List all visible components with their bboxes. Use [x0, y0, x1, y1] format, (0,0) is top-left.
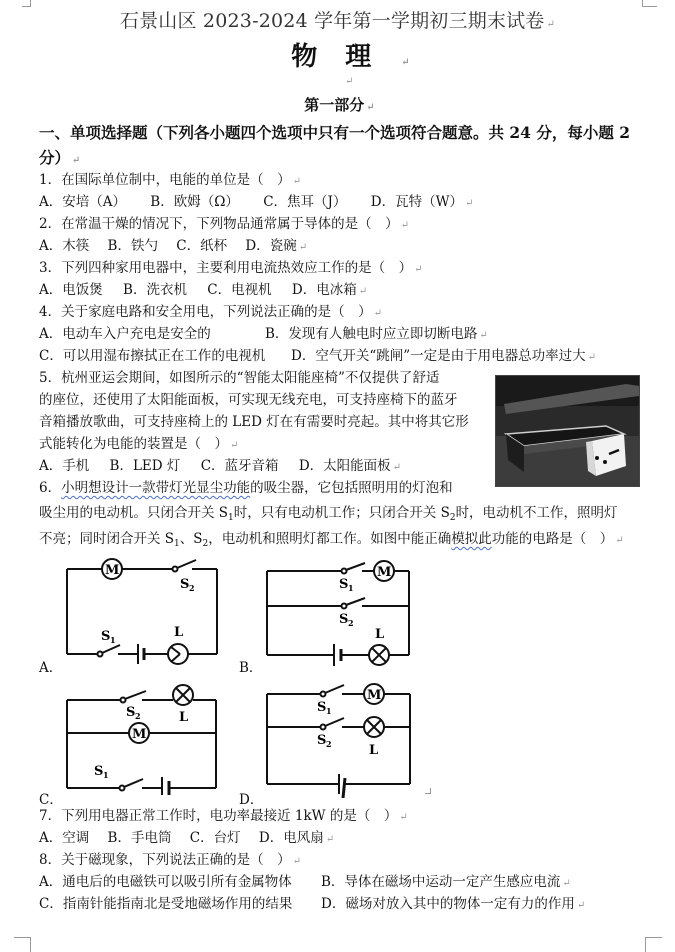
cell-end-mark	[425, 788, 431, 794]
option-d: D．瓦特（W）	[370, 194, 463, 210]
question-1-stem: 1．在国际单位制中，电能的单位是（ ） ↵	[39, 172, 301, 188]
question-2-stem: 2．在常温干燥的情况下，下列物品通常属于导体的是（ ） ↵	[39, 216, 409, 232]
option-b: B．铁勺	[107, 238, 158, 254]
question-8-options-ab: A．通电后的电磁铁可以吸引所有金属物体 B．导体在磁场中运动一定产生感应电流 ↵	[39, 871, 571, 895]
svg-text:L: L	[174, 625, 184, 640]
svg-text:1: 1	[103, 770, 109, 780]
circuit-c-label: C．	[39, 792, 63, 808]
option-a: A．木筷	[39, 238, 90, 254]
page-corner-mark	[645, 937, 662, 952]
question-3-options: A．电饭煲 B．洗衣机 C．电视机 D．电冰箱 ↵	[39, 282, 368, 298]
question-8-options-cd: C．指南针能指南北是受地磁场作用的结果 D．磁场对放入其中的物体一定有力的作用 ↵	[39, 893, 585, 917]
svg-text:S: S	[101, 629, 111, 644]
svg-text:S: S	[317, 733, 327, 748]
question-5-stem-line: 的座位，还使用了太阳能面板，可实现无线充电，可支持座椅下的蓝牙	[39, 392, 458, 408]
option-c: C．纸杯	[176, 238, 228, 254]
circuit-diagram-b	[262, 558, 422, 670]
svg-text:M: M	[132, 727, 147, 742]
option-c: C．电视机	[207, 282, 272, 298]
svg-text:S: S	[126, 705, 136, 720]
question-5-stem-line: 式能转化为电能的装置是（ ） ↵	[39, 436, 239, 452]
question-6-stem-line3: 不亮；同时闭合开关 $S_1$、$S_2$，电动机和照明灯都工作。如图中能正确模拟此功能的电路是（ ） ↵	[39, 531, 624, 549]
option-c: C．焦耳（J）	[263, 194, 347, 210]
question-4-options-cd: C．可以用湿布擦拭正在工作的电视机 D．空气开关“跳闸”一定是由于用电器总功率过大 ↵	[39, 345, 596, 369]
option-a: A．空调	[39, 830, 90, 846]
svg-text:2: 2	[326, 739, 332, 749]
question-3-stem: 3．下列四种家用电器中，主要利用电流热效应工作的是（ ） ↵	[39, 260, 423, 276]
page-corner-mark	[14, 937, 31, 952]
svg-text:1: 1	[326, 706, 332, 716]
option-b: B．导体在磁场中运动一定产生感应电流	[321, 874, 561, 890]
option-d: D．电冰箱	[291, 282, 357, 298]
svg-text:M: M	[377, 565, 392, 580]
part-heading: 第一部分 ↵	[304, 96, 375, 114]
svg-text:L: L	[179, 710, 189, 725]
option-b: B．欧姆（Ω）	[150, 194, 239, 210]
option-b: B．洗衣机	[123, 282, 187, 298]
circuit-diagram-a	[60, 558, 230, 670]
question-6-stem-line2: 吸尘用的电动机。只闭合开关 $S_1$时，只有电动机工作；只闭合开关 $S_2$时，电动机不工作，照明灯	[39, 505, 618, 523]
question-6-stem-line1: 6．小明想设计一款带灯光显尘功能的吸尘器，它包括照明用的灯泡和	[39, 480, 453, 496]
circuit-diagram-d	[262, 680, 422, 798]
option-c: C．台灯	[189, 830, 241, 846]
solar-bench-image	[496, 376, 639, 486]
question-8-stem: 8．关于磁现象，下列说法正确的是（ ） ↵	[39, 852, 301, 868]
exam-title: 石景山区 2023-2024 学年第一学期初三期末试卷 ↵	[119, 10, 556, 32]
question-7-options: A．空调 B．手电筒 C．台灯 D．电风扇 ↵	[39, 830, 335, 846]
svg-text:S: S	[317, 700, 327, 715]
circuit-diagram-c	[62, 680, 227, 795]
option-b: B．发现有人触电时应立即切断电路	[265, 326, 478, 342]
question-5-options: A．手机 B．LED 灯 C．蓝牙音箱 D．太阳能面板 ↵	[39, 458, 402, 474]
option-c: C．蓝牙音箱	[200, 458, 279, 474]
option-a: A．电动车入户充电是安全的	[39, 326, 211, 342]
svg-text:2: 2	[189, 583, 195, 593]
option-d: D．磁场对放入其中的物体一定有力的作用	[321, 896, 575, 912]
svg-text:L: L	[369, 743, 379, 758]
svg-text:S: S	[339, 577, 349, 592]
option-d: D．空气开关“跳闸”一定是由于用电器总功率过大	[291, 348, 586, 364]
question-2-options: A．木筷 B．铁勺 C．纸杯 D．瓷碗 ↵	[39, 238, 308, 254]
svg-text:2: 2	[135, 711, 141, 721]
circuit-d-label: D．	[239, 792, 264, 808]
question-7-stem: 7．下列用电器正常工作时，电功率最接近 1kW 的是（ ） ↵	[39, 808, 408, 824]
paragraph-mark: ↵	[345, 76, 354, 87]
svg-text:1: 1	[348, 583, 354, 593]
svg-text:1: 1	[110, 635, 116, 645]
option-c: C．指南针能指南北是受地磁场作用的结果	[39, 896, 293, 912]
svg-text:S: S	[180, 577, 190, 592]
circuit-a-label: A．	[39, 660, 63, 676]
option-a: A．电饭煲	[39, 282, 103, 298]
subject-title: 物理 ↵	[291, 42, 410, 72]
section-heading: 一、单项选择题（下列各小题四个选项中只有一个选项符合题意。共 24 分，每小题 2	[39, 123, 631, 142]
svg-text:S: S	[339, 612, 349, 627]
svg-text:L: L	[375, 627, 385, 642]
svg-text:2: 2	[348, 618, 354, 628]
option-a: A．安培（A）	[39, 194, 126, 210]
option-b: B．LED 灯	[109, 458, 181, 474]
option-d: D．太阳能面板	[298, 458, 391, 474]
option-c: C．可以用湿布擦拭正在工作的电视机	[39, 348, 266, 364]
question-4-options-ab: A．电动车入户充电是安全的 B．发现有人触电时应立即切断电路 ↵	[39, 323, 488, 347]
section-heading-cont: 分） ↵	[39, 148, 81, 167]
option-d: D．电风扇	[258, 830, 324, 846]
question-5-stem-line: 音箱播放歌曲，可支持座椅上的 LED 灯在有需要时亮起。其中将其它形	[39, 414, 469, 430]
option-a: A．通电后的电磁铁可以吸引所有金属物体	[39, 874, 292, 890]
svg-text:M: M	[105, 563, 120, 578]
question-4-stem: 4．关于家庭电路和安全用电，下列说法正确的是（ ） ↵	[39, 304, 382, 320]
svg-text:M: M	[367, 688, 382, 703]
solar-bench-photo	[495, 375, 640, 487]
question-5-stem-line: 5．杭州亚运会期间，如图所示的“智能太阳能座椅”不仅提供了舒适	[39, 370, 440, 386]
option-d: D．瓷碗	[245, 238, 297, 254]
option-b: B．手电筒	[107, 830, 172, 846]
question-1-options: A．安培（A） B．欧姆（Ω） C．焦耳（J） D．瓦特（W） ↵	[39, 194, 474, 210]
option-a: A．手机	[39, 458, 90, 474]
circuit-b-label: B．	[239, 660, 263, 676]
svg-text:S: S	[94, 764, 104, 779]
